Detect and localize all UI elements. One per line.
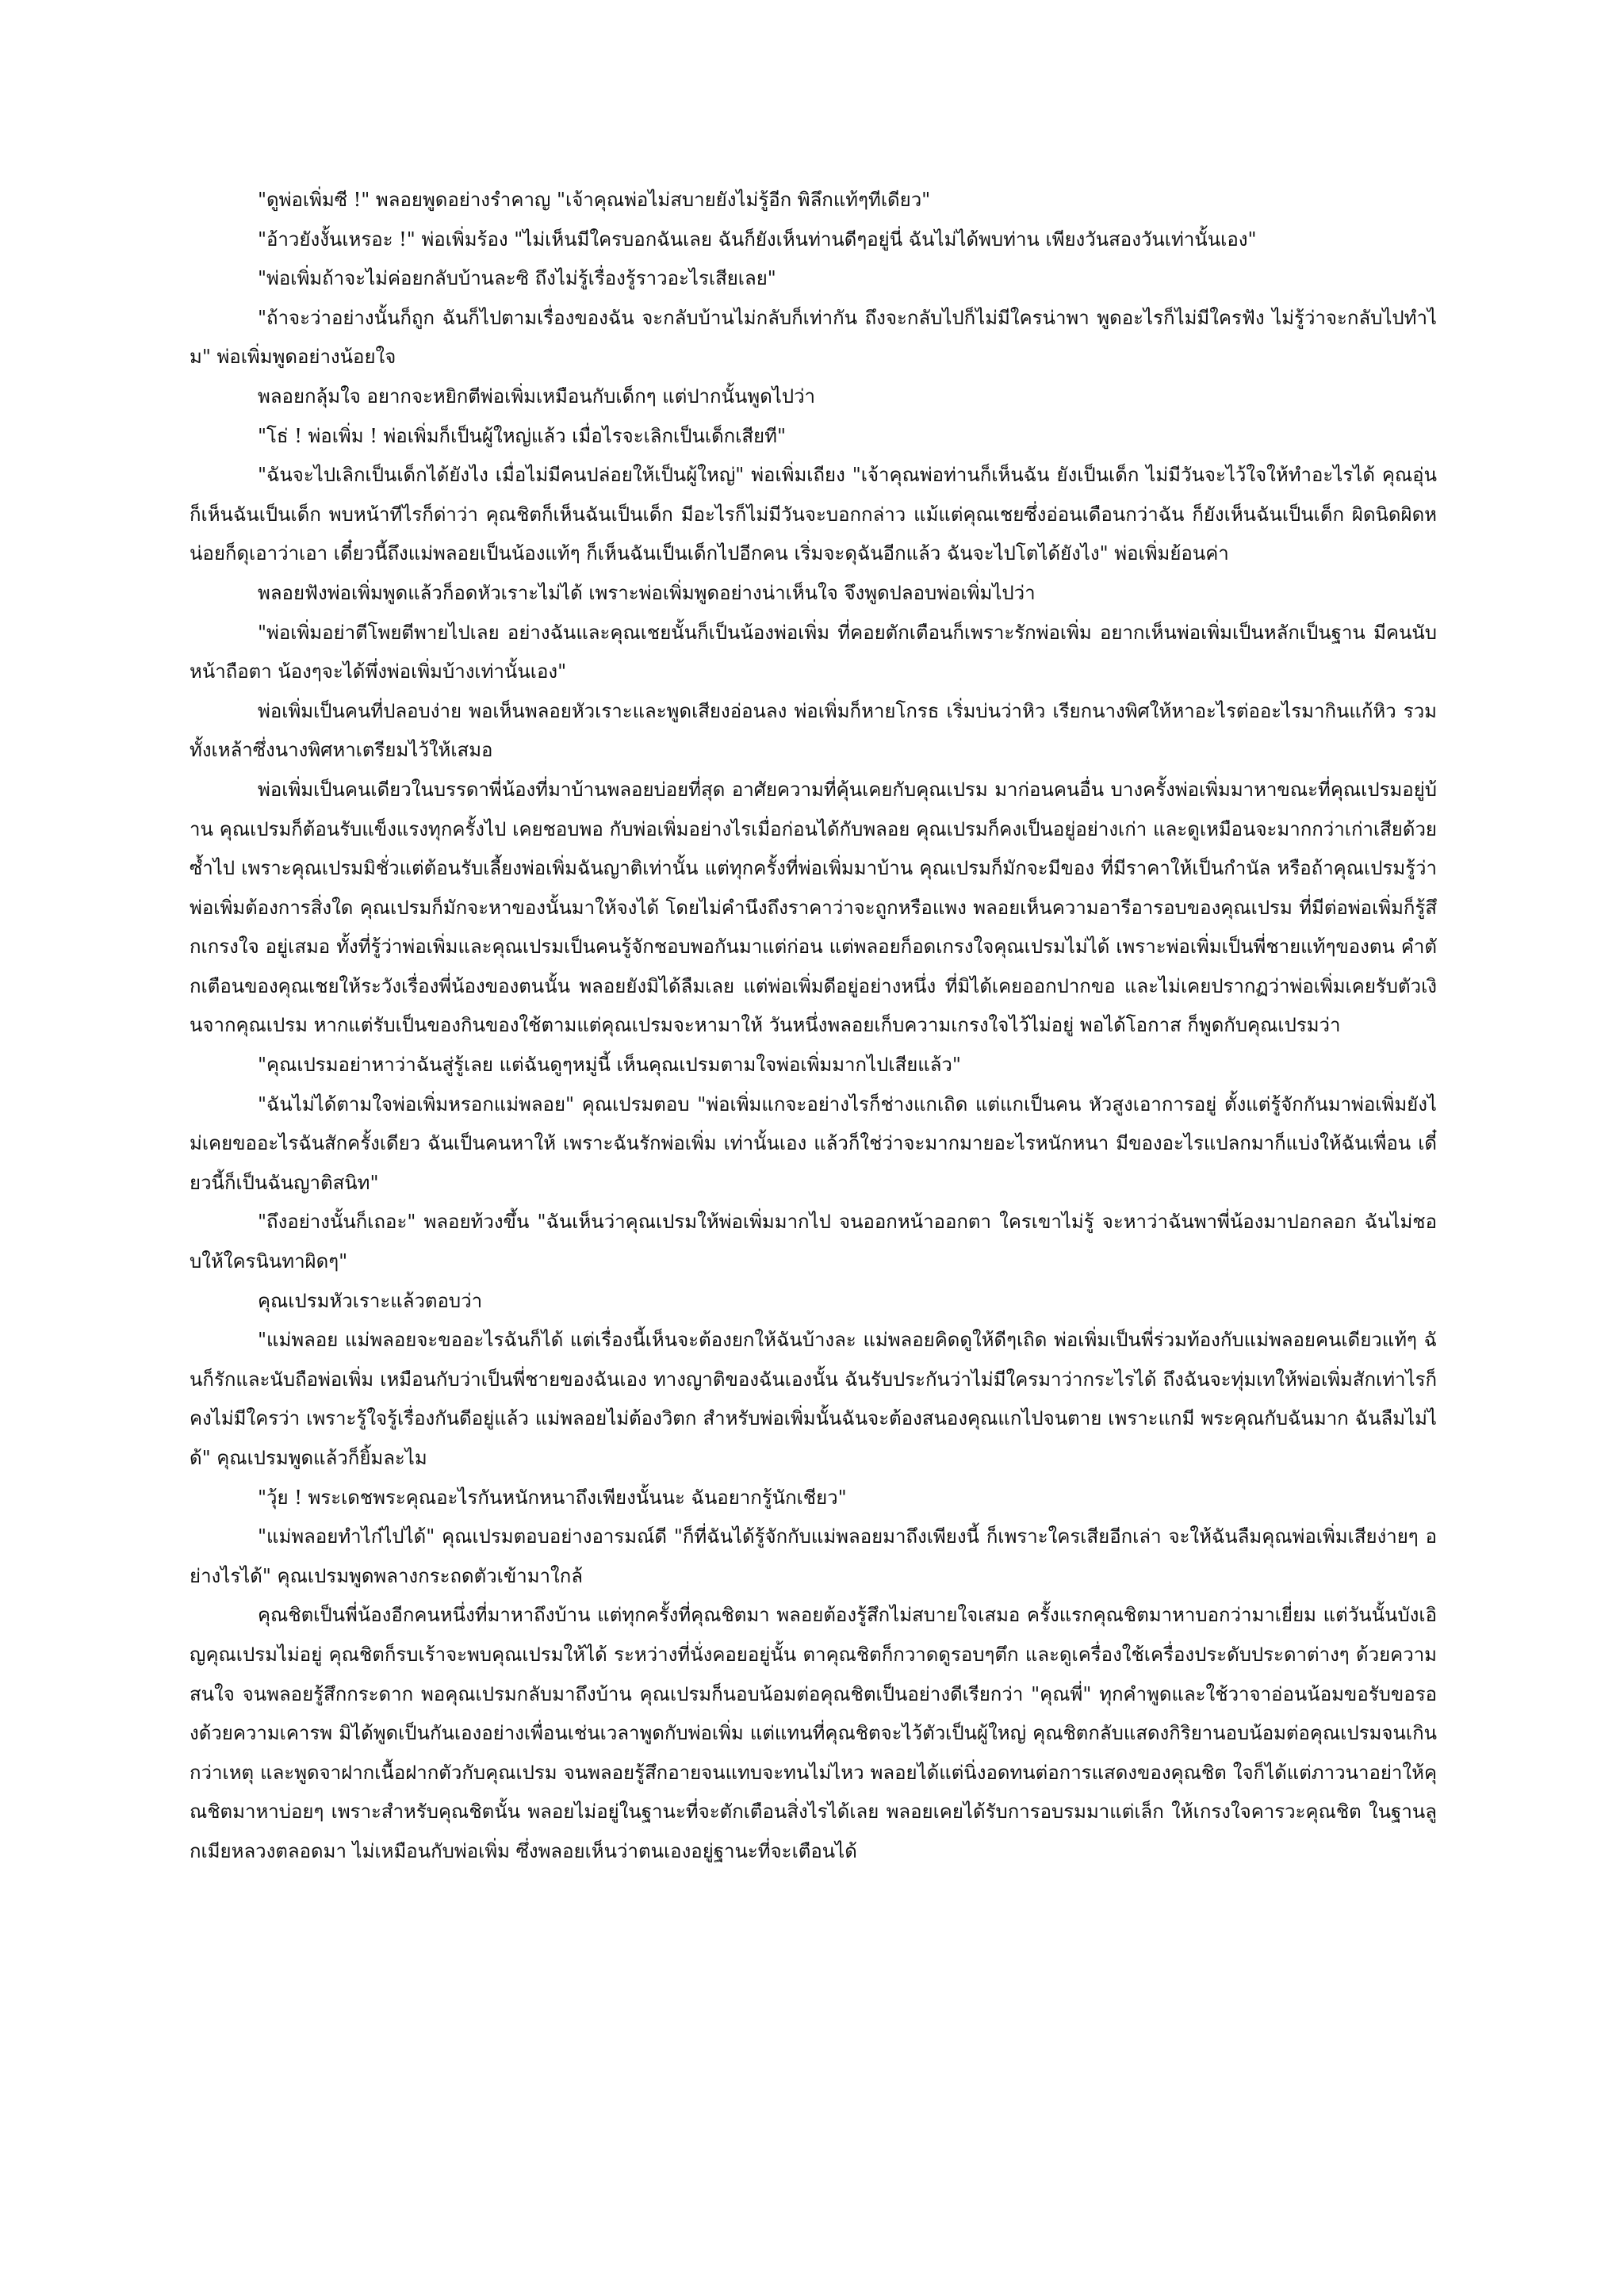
paragraph-3: "พ่อเพิ่มถ้าจะไม่ค่อยกลับบ้านละซิ ถึงไม่รู้เรื่องรู้ราวอะไรเสียเลย" [258, 267, 776, 290]
paragraph-7: "ฉันจะไปเลิกเป็นเด็กได้ยังไง เมื่อไม่มีคนปล่อยให้เป็นผู้ใหญ่" พ่อเพิ่มเถียง "เจ้าคุณพ่อท่านก็เห็นฉัน ยังเป็นเด็ก ไม่มีวันจะไว้ใจให้ทำอะไรได้ คุณอุ่นก็เห็นฉันเป็นเด็ก พบหน้าทีไรก็ด่าว่า คุณชิตก็เห็นฉันเป็นเด็ก มีอะไรก็ไม่มีวันจะบอกกล่าว แม้แต่คุณเชยซึ่งอ่อนเดือนกว่าฉัน ก็ยังเห็นฉันเป็นเด็ก ผิดนิดผิดหน่อยก็ดุเอาว่าเอา เดี๋ยวนี้ถึงแม่พลอยเป็นน้องแท้ๆ ก็เห็นฉันเป็นเด็กไปอีกคน เริ่มจะดุฉันอีกแล้ว ฉันจะไปโตได้ยังไง" พ่อเพิ่มย้อนค่า [190, 464, 1437, 565]
paragraph-11: พ่อเพิ่มเป็นคนเดียวในบรรดาพี่น้องที่มาบ้านพลอยบ่อยที่สุด อาศัยความที่คุ้นเคยกับคุณเปรม มาก่อนคนอื่น บางครั้งพ่อเพิ่มมาหาขณะที่คุณเปรมอยู่บ้าน คุณเปรมก็ต้อนรับแข็งแรงทุกครั้งไป เคยชอบพอ กับพ่อเพิ่มอย่างไรเมื่อก่อนได้กับพลอย คุณเปรมก็คงเป็นอยู่อย่างเก่า และดูเหมือนจะมากกว่าเก่าเสียด้วยซ้ำไป เพราะคุณเปรมมิชั่วแต่ต้อนรับเลี้ยงพ่อเพิ่มฉันญาติเท่านั้น แต่ทุกครั้งที่พ่อเพิ่มมาบ้าน คุณเปรมก็มักจะมีของ ที่มีราคาให้เป็นกำนัล หรือถ้าคุณเปรมรู้ว่าพ่อเพิ่มต้องการสิ่งใด คุณเปรมก็มักจะหาของนั้นมาให้จงได้ โดยไม่คำนึงถึงราคาว่าจะถูกหรือแพง พลอยเห็นความอารีอารอบของคุณเปรม ที่มีต่อพ่อเพิ่มก็รู้สึกเกรงใจ อยู่เสมอ ทั้งที่รู้ว่าพ่อเพิ่มและคุณเปรมเป็นคนรู้จักชอบพอกันมาแต่ก่อน แต่พลอยก็อดเกรงใจคุณเปรมไม่ได้ เพราะพ่อเพิ่มเป็นพี่ชายแท้ๆของตน คำตักเตือนของคุณเชยให้ระวังเรื่องพี่น้องของตนนั้น พลอยยังมิได้ลืมเลย แต่พ่อเพิ่มดีอยู่อย่างหนึ่ง ที่มิได้เคยออกปากขอ และไม่เคยปรากฏว่าพ่อเพิ่มเคยรับตัวเงินจากคุณเปรม หากแต่รับเป็นของกินของใช้ตามแต่คุณเปรมจะหามาให้ วันหนึ่งพลอยเก็บความเกรงใจไว้ไม่อยู่ พอได้โอกาส ก็พูดกับคุณเปรมว่า [190, 778, 1437, 1037]
paragraph-16: "แม่พลอย แม่พลอยจะขออะไรฉันก็ได้ แต่เรื่องนี้เห็นจะต้องยกให้ฉันบ้างละ แม่พลอยคิดดูให้ดีๆเถิด พ่อเพิ่มเป็นพี่ร่วมท้องกับแม่พลอยคนเดียวแท้ๆ ฉันก็รักและนับถือพ่อเพิ่ม เหมือนกับว่าเป็นพี่ชายของฉันเอง ทางญาติของฉันเองนั้น ฉันรับประกันว่าไม่มีใครมาว่ากระไรได้ ถึงฉันจะทุ่มเทให้พ่อเพิ่มสักเท่าไรก็คงไม่มีใครว่า เพราะรู้ใจรู้เรื่องกันดีอยู่แล้ว แม่พลอยไม่ต้องวิตก สำหรับพ่อเพิ่มนั้นฉันจะต้องสนองคุณแกไปจนตาย เพราะแกมี พระคุณกับฉันมาก ฉันลืมไม่ได้" คุณเปรมพูดแล้วก็ยิ้มละไม [190, 1329, 1437, 1469]
paragraph-17: "วุ้ย ! พระเดชพระคุณอะไรกันหนักหนาถึงเพียงนั้นนะ ฉันอยากรู้นักเชียว" [258, 1486, 847, 1509]
paragraph-15: คุณเปรมหัวเราะแล้วตอบว่า [258, 1289, 483, 1312]
paragraph-13: "ฉันไม่ได้ตามใจพ่อเพิ่มหรอกแม่พลอย" คุณเปรมตอบ "พ่อเพิ่มแกจะอย่างไรก็ช่างแกเถิด แต่แกเป็นคน หัวสูงเอาการอยู่ ตั้งแต่รู้จักกันมาพ่อเพิ่มยังไม่เคยขออะไรฉันสักครั้งเดียว ฉันเป็นคนหาให้ เพราะฉันรักพ่อเพิ่ม เท่านั้นเอง แล้วก็ใช่ว่าจะมากมายอะไรหนักหนา มีของอะไรแปลกมาก็แบ่งให้ฉันเพื่อน เดี๋ยวนี้ก็เป็นฉันญาติสนิท" [190, 1093, 1437, 1194]
paragraph-19: คุณชิตเป็นพี่น้องอีกคนหนึ่งที่มาหาถึงบ้าน แต่ทุกครั้งที่คุณชิตมา พลอยต้องรู้สึกไม่สบายใจเสมอ ครั้งแรกคุณชิตมาหาบอกว่ามาเยี่ยม แต่วันนั้นบังเอิญคุณเปรมไม่อยู่ คุณชิตก็รบเร้าจะพบคุณเปรมให้ได้ ระหว่างที่นั่งคอยอยู่นั้น ตาคุณชิตก็กวาดดูรอบๆตึก และดูเครื่องใช้เครื่องประดับประดาต่างๆ ด้วยความสนใจ จนพลอยรู้สึกกระดาก พอคุณเปรมกลับมาถึงบ้าน คุณเปรมก็นอบน้อมต่อคุณชิตเป็นอย่างดีเรียกว่า "คุณพี่" ทุกคำพูดและใช้วาจาอ่อนน้อมขอรับขอรองด้วยความเคารพ มิได้พูดเป็นกันเองอย่างเพื่อนเช่นเวลาพูดกับพ่อเพิ่ม แต่แทนที่คุณชิตจะไว้ตัวเป็นผู้ใหญ่ คุณชิตกลับแสดงกิริยานอบน้อมต่อคุณเปรมจนเกินกว่าเหตุ และพูดจาฝากเนื้อฝากตัวกับคุณเปรม จนพลอยรู้สึกอายจนแทบจะทนไม่ไหว พลอยได้แต่นิ่งอดทนต่อการแสดงของคุณชิต ใจก็ได้แต่ภาวนาอย่าให้คุณชิตมาหาบ่อยๆ เพราะสำหรับคุณชิตนั้น พลอยไม่อยู่ในฐานะที่จะตักเตือนสิ่งไรได้เลย พลอยเคยได้รับการอบรมมาแต่เล็ก ให้เกรงใจคารวะคุณชิต ในฐานลูกเมียหลวงตลอดมา ไม่เหมือนกับพ่อเพิ่ม ซึ่งพลอยเห็นว่าตนเองอยู่ฐานะที่จะเตือนได้ [190, 1604, 1437, 1862]
paragraph-18: "แม่พลอยทำไก๋ไปได้" คุณเปรมตอบอย่างอารมณ์ดี "ก็ที่ฉันได้รู้จักกับแม่พลอยมาถึงเพียงนี้ ก็เพราะใครเสียอีกเล่า จะให้ฉันลืมคุณพ่อเพิ่มเสียง่ายๆ อย่างไรได้" คุณเปรมพูดพลางกระถดตัวเข้ามาใกล้ [190, 1525, 1437, 1587]
paragraph-4: "ถ้าจะว่าอย่างนั้นก็ถูก ฉันก็ไปตามเรื่องของฉัน จะกลับบ้านไม่กลับก็เท่ากัน ถึงจะกลับไปก็ไม่มีใครน่าพา พูดอะไรก็ไม่มีใครฟัง ไม่รู้ว่าจะกลับไปทำไม" พ่อเพิ่มพูดอย่างน้อยใจ [190, 306, 1437, 369]
paragraph-2: "อ้าวยังงั้นเหรอะ !" พ่อเพิ่มร้อง "ไม่เห็นมีใครบอกฉันเลย ฉันก็ยังเห็นท่านดีๆอยู่นี่ ฉันไม่ได้พบท่าน เพียงวันสองวันเท่านั้นเอง" [258, 228, 1257, 251]
paragraph-14: "ถึงอย่างนั้นก็เถอะ" พลอยท้วงขึ้น "ฉันเห็นว่าคุณเปรมให้พ่อเพิ่มมากไป จนออกหน้าออกตา ใครเขาไม่รู้ จะหาว่าฉันพาพี่น้องมาปอกลอก ฉันไม่ชอบให้ใครนินทาผิดๆ" [190, 1211, 1437, 1273]
paragraph-6: "โธ่ ! พ่อเพิ่ม ! พ่อเพิ่มก็เป็นผู้ใหญ่แล้ว เมื่อไรจะเลิกเป็นเด็กเสียที" [258, 424, 786, 447]
paragraph-1: "ดูพ่อเพิ่มซี !" พลอยพูดอย่างรำคาญ "เจ้าคุณพ่อไม่สบายยังไม่รู้อีก พิลึกแท้ๆทีเดียว" [258, 189, 931, 211]
document-body [190, 181, 1437, 1872]
paragraph-8: พลอยฟังพ่อเพิ่มพูดแล้วก็อดหัวเราะไม่ได้ เพราะพ่อเพิ่มพูดอย่างน่าเห็นใจ จึงพูดปลอบพ่อเพิ่มไปว่า [258, 581, 1036, 604]
paragraph-10: พ่อเพิ่มเป็นคนที่ปลอบง่าย พอเห็นพลอยหัวเราะและพูดเสียงอ่อนลง พ่อเพิ่มก็หายโกรธ เริ่มบ่นว่าหิว เรียกนางพิศให้หาอะไรต่ออะไรมากินแก้หิว รวมทั้งเหล้าซึ่งนางพิศหาเตรียมไว้ให้เสมอ [190, 699, 1437, 762]
paragraph-12: "คุณเปรมอย่าหาว่าฉันสู่รู้เลย แต่ฉันดูๆหมู่นี้ เห็นคุณเปรมตามใจพ่อเพิ่มมากไปเสียแล้ว" [258, 1054, 961, 1077]
paragraph-5: พลอยกลุ้มใจ อยากจะหยิกตีพ่อเพิ่มเหมือนกับเด็กๆ แต่ปากนั้นพูดไปว่า [258, 385, 816, 408]
paragraph-9: "พ่อเพิ่มอย่าตีโพยตีพายไปเลย อย่างฉันและคุณเชยนั้นก็เป็นน้องพ่อเพิ่ม ที่คอยตักเตือนก็เพราะรักพ่อเพิ่ม อยากเห็นพ่อเพิ่มเป็นหลักเป็นฐาน มีคนนับหน้าถือตา น้องๆจะได้พึ่งพ่อเพิ่มบ้างเท่านั้นเอง" [190, 621, 1437, 683]
